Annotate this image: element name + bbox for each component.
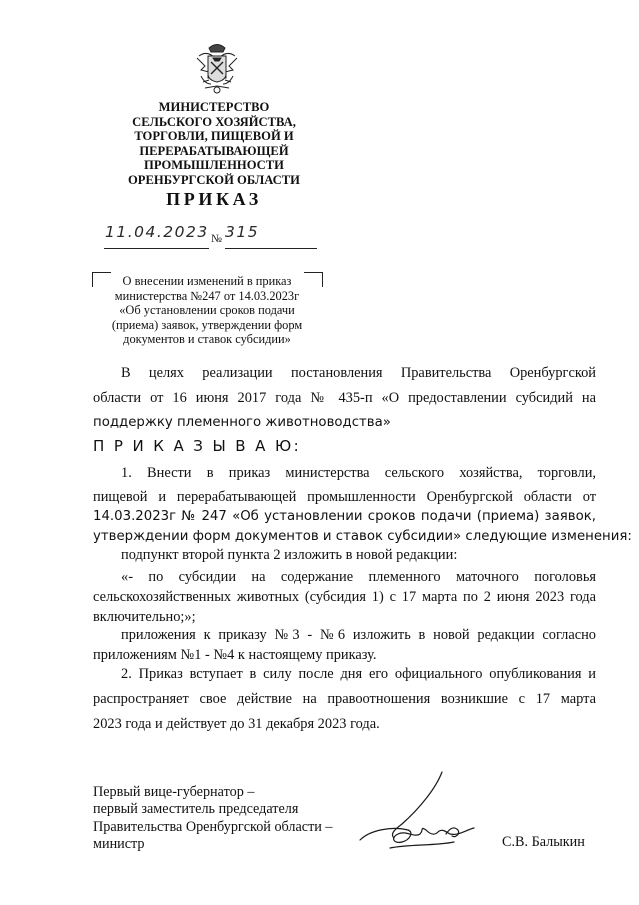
handwritten-signature-icon — [350, 768, 500, 858]
order-number: 315 — [225, 223, 260, 241]
quote-line: сельскохозяйственных животных (субсидия 1) с 17 марта по 2 июня 2023 года — [93, 589, 596, 605]
item1-line: утверждении форм документов и ставок субсидии» следующие изменения: — [93, 529, 632, 544]
intro-line: В целях реализации постановления Правительства Оренбургской — [121, 365, 596, 381]
position-line: Первый вице-губернатор – — [93, 784, 255, 800]
signatory-name: С.В. Балыкин — [502, 834, 585, 850]
ministry-line: ПЕРЕРАБАТЫВАЮЩЕЙ — [139, 143, 289, 158]
intro-line: области от 16 июня 2017 года № 435-п «О предоставлении субсидий на — [93, 390, 596, 406]
date-underline — [104, 248, 209, 249]
item1-line: 14.03.2023г № 247 «Об установлении сроков подачи (приема) заявок, — [93, 509, 596, 524]
ministry-line: СЕЛЬСКОГО ХОЗЯЙСТВА, — [132, 114, 296, 129]
subject-line: министерства №247 от 14.03.2023г — [114, 288, 300, 303]
subject-line: О внесении изменений в приказ — [122, 274, 292, 288]
ministry-line: ПРОМЫШЛЕННОСТИ — [144, 158, 284, 173]
order-subject — [95, 274, 319, 347]
subpoint-line: подпункт второй пункта 2 изложить в новой редакции: — [121, 547, 458, 563]
appendix-line: приложения к приказу №3 - №6 изложить в новой редакции согласно — [121, 627, 596, 643]
number-sign: № — [211, 233, 222, 245]
ministry-line: ТОРГОВЛИ, ПИЩЕВОЙ И — [134, 129, 294, 144]
item2-line: 2023 года и действует до 31 декабря 2023 года. — [93, 716, 380, 732]
intro-line: поддержку племенного животноводства» — [93, 415, 391, 430]
item1-line: пищевой и перерабатывающей промышленности Оренбургской области от — [93, 489, 596, 505]
quote-line: «- по субсидии на содержание племенного маточного поголовья — [121, 569, 596, 585]
subject-line: (приема) заявок, утверждении форм — [111, 317, 303, 332]
number-underline — [225, 248, 317, 249]
appendix-line: приложениям №1 - №4 к настоящему приказу. — [93, 647, 377, 663]
ministry-line: ОРЕНБУРГСКОЙ ОБЛАСТИ — [128, 172, 300, 187]
order-word: П Р И К А З Ы В А Ю: — [93, 437, 302, 455]
quote-line: включительно;»; — [93, 609, 196, 625]
ministry-name — [108, 100, 320, 188]
doc-type-title: ПРИКАЗ — [166, 189, 262, 209]
subject-line: документов и ставок субсидии» — [123, 332, 291, 347]
subject-line: «Об установлении сроков подачи — [119, 303, 295, 318]
position-line: министр — [93, 836, 145, 853]
item1-line: 1. Внести в приказ министерства сельского хозяйства, торговли, — [121, 465, 596, 481]
order-date: 11.04.2023 — [105, 223, 209, 241]
ministry-line: МИНИСТЕРСТВО — [158, 100, 270, 114]
coat-of-arms-icon — [195, 40, 239, 96]
signatory-position — [93, 784, 363, 854]
position-line: первый заместитель председателя — [93, 801, 299, 818]
item2-line: распространяет свое действие на правоотношения возникшие с 17 марта — [93, 691, 596, 707]
position-line: Правительства Оренбургской области – — [93, 818, 333, 835]
item2-line: 2. Приказ вступает в силу после дня его официального опубликования и — [121, 666, 596, 682]
